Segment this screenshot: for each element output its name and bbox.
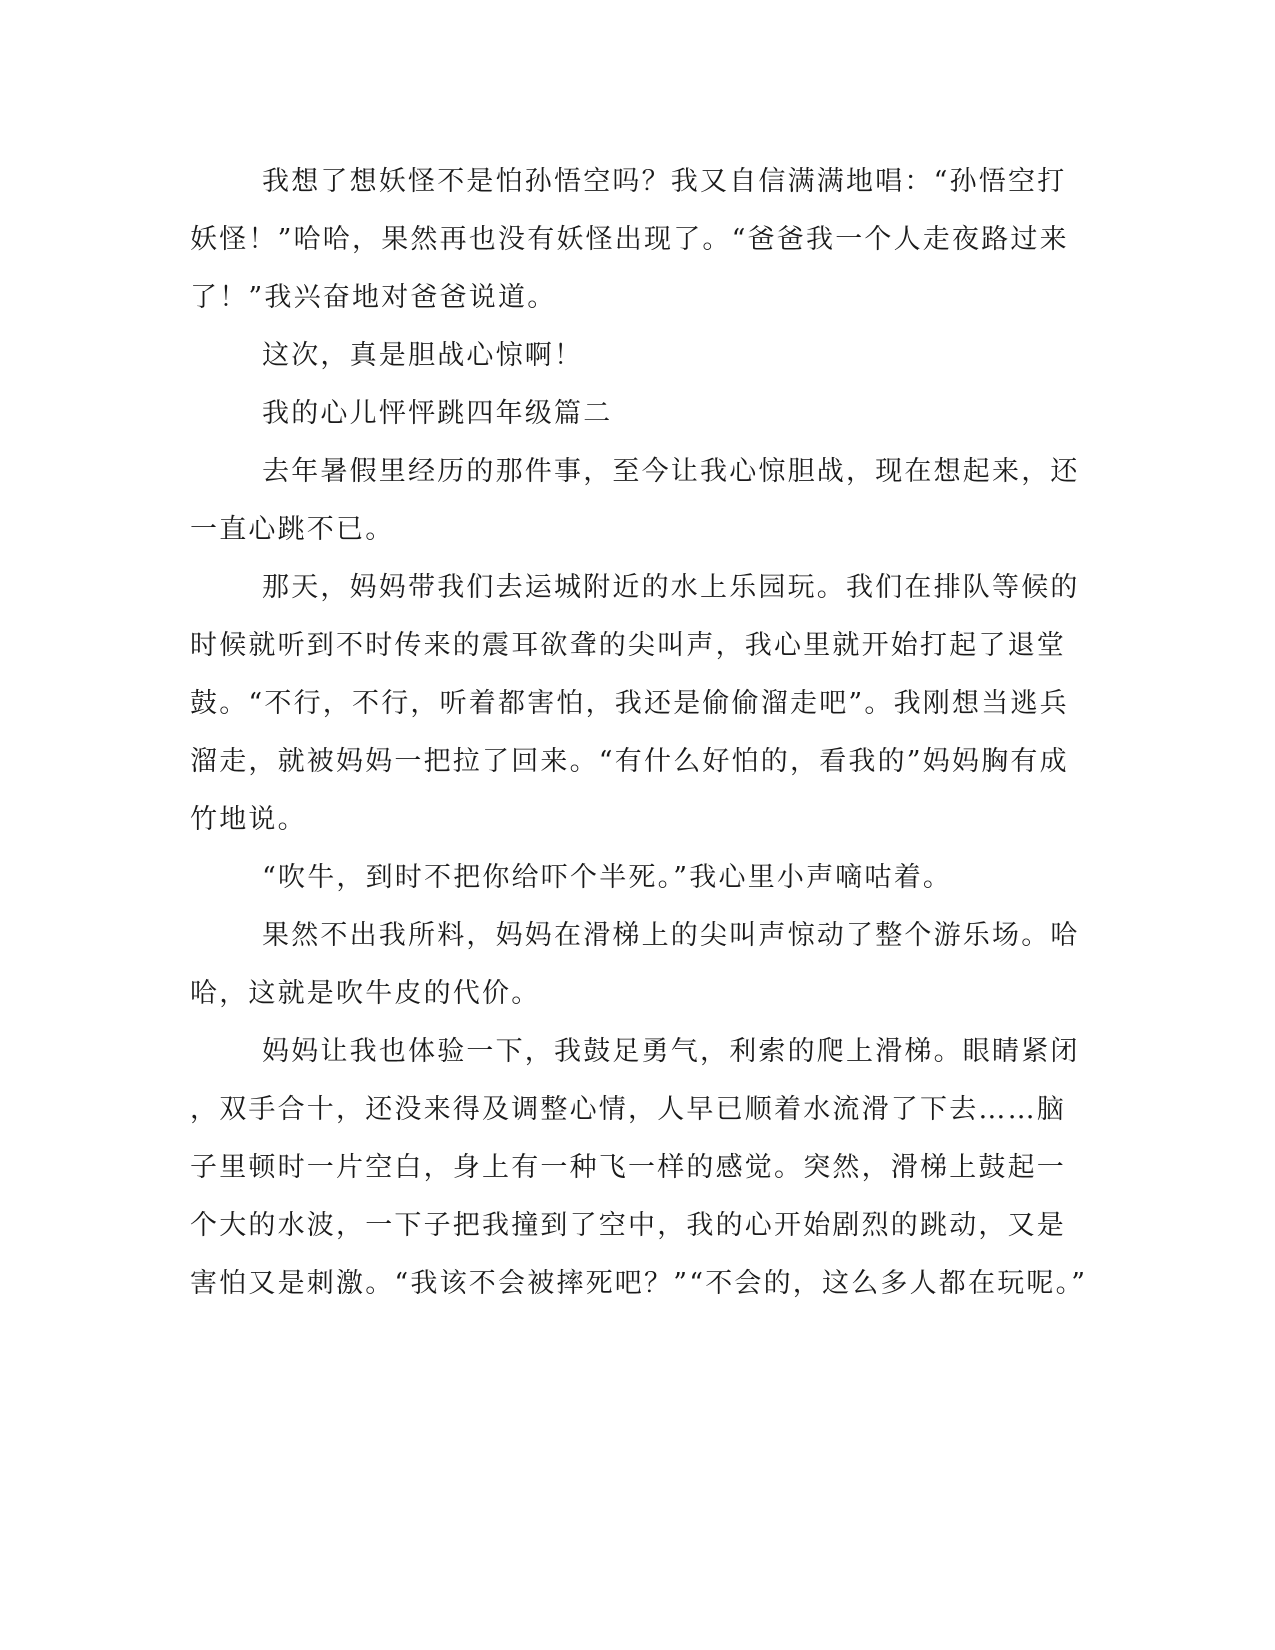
text-line: 时候就听到不时传来的震耳欲聋的尖叫声，我心里就开始打起了退堂 xyxy=(190,630,1066,661)
text-line: 竹地说。 xyxy=(190,804,307,835)
text-line: 一直心跳不已。 xyxy=(190,514,395,545)
text-line: 果然不出我所料，妈妈在滑梯上的尖叫声惊动了整个游乐场。哈 xyxy=(262,920,1080,951)
text-line: 这次，真是胆战心惊啊！ xyxy=(262,340,584,371)
section-heading: 我的心儿怦怦跳四年级篇二 xyxy=(262,398,613,429)
text-line: 哈，这就是吹牛皮的代价。 xyxy=(190,978,541,1009)
text-line: 了！”我兴奋地对爸爸说道。 xyxy=(190,282,557,313)
text-line: 妖怪！”哈哈，果然再也没有妖怪出现了。“爸爸我一个人走夜路过来 xyxy=(190,224,1069,255)
text-line: 妈妈让我也体验一下，我鼓足勇气，利索的爬上滑梯。眼睛紧闭 xyxy=(262,1036,1080,1067)
text-line: ，双手合十，还没来得及调整心情，人早已顺着水流滑了下去……脑 xyxy=(190,1094,1066,1125)
text-line: 鼓。“不行，不行，听着都害怕，我还是偷偷溜走吧”。我刚想当逃兵 xyxy=(190,688,1069,719)
text-line: 去年暑假里经历的那件事，至今让我心惊胆战，现在想起来，还 xyxy=(262,456,1080,487)
text-line: 溜走，就被妈妈一把拉了回来。“有什么好怕的，看我的”妈妈胸有成 xyxy=(190,746,1069,777)
text-line: 那天，妈妈带我们去运城附近的水上乐园玩。我们在排队等候的 xyxy=(262,572,1080,603)
text-line: 害怕又是刺激。“我该不会被摔死吧？”“不会的，这么多人都在玩呢。” xyxy=(190,1268,1088,1299)
text-line: 我想了想妖怪不是怕孙悟空吗？我又自信满满地唱：“孙悟空打 xyxy=(262,166,1067,197)
text-line: 个大的水波，一下子把我撞到了空中，我的心开始剧烈的跳动，又是 xyxy=(190,1210,1066,1241)
text-line: “吹牛，到时不把你给吓个半死。”我心里小声嘀咕着。 xyxy=(262,862,953,893)
text-line: 子里顿时一片空白，身上有一种飞一样的感觉。突然，滑梯上鼓起一 xyxy=(190,1152,1066,1183)
